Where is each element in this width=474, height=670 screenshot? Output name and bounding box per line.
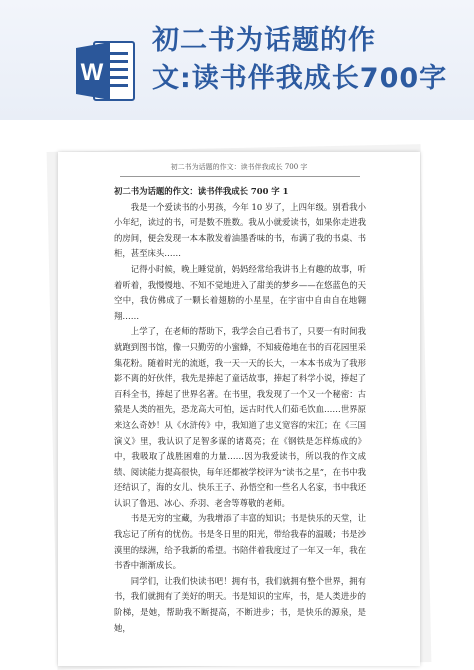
paragraph: 记得小时候，晚上睡觉前，妈妈经常给我讲书上有趣的故事，听着听着，我慢慢地、不知不觉地进入了甜美的梦乡——在悠蓝色的天空中，我仿佛成了一颗长着翅膀的小星星，在宇宙中自由自在地翱翔…… xyxy=(114,263,366,321)
word-logo-letter: W xyxy=(80,59,104,86)
page-title xyxy=(152,22,468,98)
document-title: 初二书为话题的作文：读书伴我成长 700 字 1 xyxy=(114,186,289,196)
page-title-line-1: 初二书为话题的作 xyxy=(152,25,376,56)
paragraph: 同学们，让我们快读书吧！拥有书，我们就拥有整个世界，拥有书，我们就拥有了美好的明天。书是知识的宝库，书，是人类进步的阶梯，是她，帮助我不断提高，不断进步；书，是快乐的源泉，是她， xyxy=(114,575,366,633)
running-head: 初二书为话题的作文：读书伴我成长 700 字 xyxy=(170,163,308,171)
paragraph: 我是一个爱读书的小男孩，今年 10 岁了，上四年级。别看我小小年纪，读过的书，可是数不胜数。我从小就爱读书，如果你走进我的房间，便会发现一本本散发着油墨香味的书，布满了我的书桌、书柜，甚至床头…… xyxy=(114,201,366,259)
document-body xyxy=(114,184,366,636)
page-title-line-2: 文:读书伴我成长700字 xyxy=(152,63,448,94)
document-page xyxy=(58,152,420,666)
word-document-icon xyxy=(76,38,136,104)
paragraph: 书是无穷的宝藏，为我增添了丰富的知识；书是快乐的天堂，让我忘记了所有的忧伤。书是冬日里的阳光，带给我春的温暖；书是沙漠里的绿洲，给予我新的希望。书陪伴着我度过了一年又一年，我在书香中渐渐成长。 xyxy=(114,513,366,571)
paragraph: 上学了，在老师的帮助下，我学会自己看书了，只要一有时间我就跑到图书馆，像一只勤劳的小蜜蜂，不知疲倦地在书的百花园里采集花粉。随着时光的流逝，我一天一天的长大，一本本书成为了我形影不离的好伙伴，我先是捧起了童话故事，捧起了科学小说，捧起了百科全书，捧起了世界名著。在书里，我发现了一个又一个秘密：古猿是人类的祖先，恐龙高大可怕，远古时代人们茹毛饮血……世界原来这么奇妙！从《水浒传》中，我知道了忠义宽容的宋江；在《三国演义》里，我认识了足智多谋的诸葛亮；在《钢铁是怎样炼成的》中，我吸取了战胜困难的力量……因为我爱读书，所以我的作文成绩、阅读能力提高很快，每年还都被学校评为“读书之星”，在书中我还结识了，海的女儿、快乐王子、孙悟空和一些名人名家，书中我还认识了鲁迅、冰心、乔羽、老舍等尊敬的老师。 xyxy=(114,326,366,508)
header-divider xyxy=(120,176,360,177)
